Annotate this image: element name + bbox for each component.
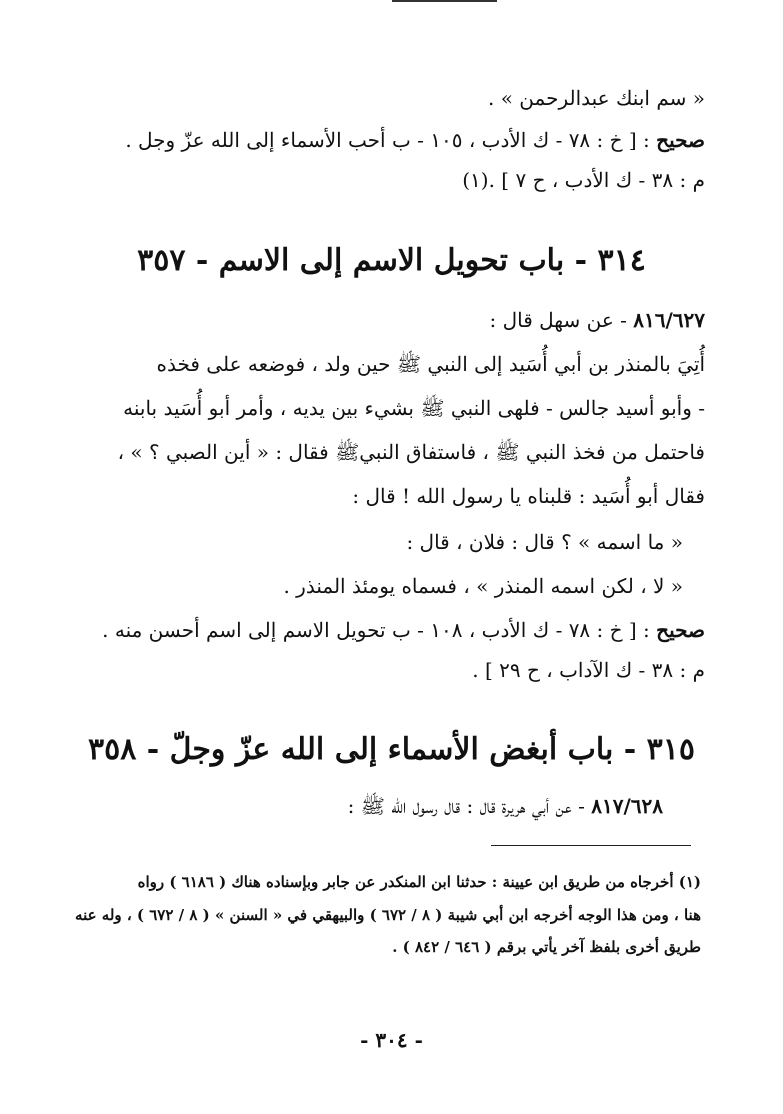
sahih-label: صحيح bbox=[656, 618, 705, 642]
hadith-627-header bbox=[489, 310, 705, 330]
hadith-text-line: « ما اسمه » ؟ قال : فلان ، قال : bbox=[406, 530, 683, 554]
hadith-text-line: « لا ، لكن اسمه المنذر » ، فسماه يومئذ المنذر . bbox=[283, 574, 683, 598]
top-rule bbox=[392, 0, 497, 2]
muslim-ref-line: م : ٣٨ - ك الأدب ، ح ٧ ] .(١) bbox=[462, 168, 705, 192]
hadith-quote: « سم ابنك عبدالرحمن » . bbox=[487, 86, 705, 110]
sahih-ref-line bbox=[125, 130, 705, 150]
hadith-text-line: فاحتمل من فخذ النبي ﷺ ، فاستفاق النبيﷺ فقال : « أين الصبي ؟ » ، bbox=[117, 440, 705, 464]
footnote-line: طريق أخرى بلفظ آخر يأتي برقم ( ٦٤٦ / ٨٤٢ ) . bbox=[392, 938, 701, 956]
hadith-text-line: فقال أبو أُسَيد : قلبناه يا رسول الله ! قال : bbox=[352, 484, 705, 508]
hadith-text-line: أُتِيَ بالمنذر بن أبي أُسَيد إلى النبي ﷺ حين ولد ، فوضعه على فخذه bbox=[156, 352, 705, 376]
sahih-ref-text: : [ خ : ٧٨ - ك الأدب ، ١٠٥ - ب أحب الأسماء إلى الله عزّ وجل . bbox=[125, 128, 650, 152]
sahih-ref-text: : [ خ : ٧٨ - ك الأدب ، ١٠٨ - ب تحويل الاسم إلى اسم أحسن منه . bbox=[102, 618, 650, 642]
chapter-heading-315: ٣١٥ - باب أبغض الأسماء إلى الله عزّ وجلّ - ٣٥٨ bbox=[87, 732, 696, 767]
hadith-intro: - عن أبي هريرة قال : قال رسول الله ﷺ : bbox=[347, 794, 585, 818]
hadith-number: ٨١٦/٦٢٧ bbox=[633, 308, 705, 332]
chapter-heading-314: ٣١٤ - باب تحويل الاسم إلى الاسم - ٣٥٧ bbox=[137, 243, 646, 278]
sahih-ref-line bbox=[102, 620, 705, 640]
footnote-line: (١) أخرجاه من طريق ابن عيينة : حدثنا ابن المنكدر عن جابر وبإسناده هناك ( ٦١٨٦ ) رواه bbox=[137, 873, 701, 891]
sahih-label: صحيح bbox=[656, 128, 705, 152]
hadith-628-header bbox=[348, 796, 663, 816]
page-number: - ٣٠٤ - bbox=[360, 1028, 423, 1052]
footnote-line: هنا ، ومن هذا الوجه أخرجه ابن أبي شيبة ( ٨ / ٦٧٢ ) والبيهقي في « السنن » ( ٨ / ٦٧٢ ) ، وله عنه bbox=[75, 906, 701, 924]
hadith-number: ٨١٧/٦٢٨ bbox=[591, 794, 663, 818]
hadith-intro: - عن سهل قال : bbox=[489, 308, 627, 332]
hadith-text-line: - وأبو أسيد جالس - فلهى النبي ﷺ بشيء بين يديه ، وأمر أبو أُسَيد بابنه bbox=[123, 396, 705, 420]
footnote-divider bbox=[491, 845, 691, 846]
muslim-ref-line: م : ٣٨ - ك الآداب ، ح ٢٩ ] . bbox=[472, 658, 705, 682]
